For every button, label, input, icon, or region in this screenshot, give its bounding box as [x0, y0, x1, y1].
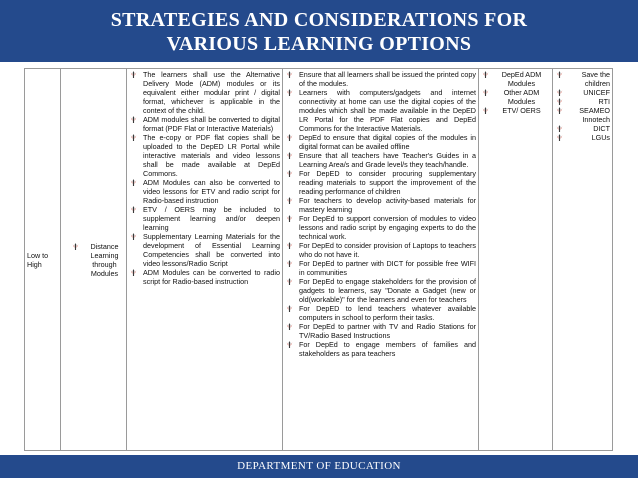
list-item-text: For DepED to lend teachers whatever available computers in school to perform their tasks.: [299, 304, 476, 322]
list-item-text: For teachers to develop activity-based materials for mastery learning: [299, 196, 476, 214]
bullet-arrow-icon: [286, 215, 293, 222]
list-item: [285, 340, 476, 358]
list-item-text: Ensure that all learners shall be issued the printed copy of the modules.: [299, 70, 476, 88]
list-item-text: ADM modules shall be converted to digital format (PDF Flat or Interactive Materials): [143, 115, 280, 133]
list-item-text: ADM Modules can also be converted to video lessons for ETV and radio script for Radio-based instruction: [143, 178, 280, 205]
bullet-arrow-icon: [286, 89, 293, 96]
list-item-text: LGUs: [591, 133, 610, 142]
learning-option-cell: [61, 69, 127, 451]
list-item: [285, 277, 476, 304]
bullet-arrow-icon: [556, 89, 563, 96]
bullet-arrow-icon: [482, 89, 489, 96]
bullet-arrow-icon: [130, 233, 137, 240]
considerations-list: [285, 70, 476, 358]
list-item-text: RTI: [598, 97, 610, 106]
partners-cell: [553, 69, 613, 451]
learning-option-text: Distance Learning through Modules: [90, 241, 119, 278]
bullet-arrow-icon: [286, 278, 293, 285]
list-item-text: For DepED to consider procuring supplementary reading materials to support the improvement of the reading performance of children: [299, 169, 476, 196]
list-item-text: Ensure that all teachers have Teacher's Guides in a Learning Area/s and Grade level/s they teach/handle.: [299, 151, 476, 169]
list-item: [285, 322, 476, 340]
list-item-text: For DepEd to partner with DICT for possible free WIFI in communities: [299, 259, 476, 277]
bullet-arrow-icon: [130, 206, 137, 213]
list-item: [129, 205, 280, 232]
partners-list: [555, 70, 610, 142]
list-item-text: The e-copy or PDF flat copies shall be uploaded to the DepED LR Portal while interactive materials and video lessons shall be made available at DepEd Commons.: [143, 133, 280, 178]
bullet-arrow-icon: [72, 243, 79, 250]
list-item: [285, 169, 476, 196]
footer-text: DEPARTMENT OF EDUCATION: [237, 460, 401, 472]
list-item-text: Save the children: [581, 70, 610, 88]
list-item-text: DepEd to ensure that digital copies of the modules in digital format can be availed offline: [299, 133, 476, 151]
list-item: [555, 88, 610, 97]
list-item-text: For DepEd to engage members of families and stakeholders as para teachers: [299, 340, 476, 358]
list-item: [285, 241, 476, 259]
list-item-text: For DepEd to support conversion of modules to video lessons and radio script by engaging experts to do the technical work.: [299, 214, 476, 241]
list-item: [129, 115, 280, 133]
list-item: [481, 106, 550, 115]
bullet-arrow-icon: [286, 134, 293, 141]
list-item-text: For DepEd to engage stakeholders for the provision of gadgets to learners, say "Donate a Gadget (new or old(workable)" for the learners and even for teachers: [299, 277, 476, 304]
bullet-arrow-icon: [482, 71, 489, 78]
list-item: [285, 304, 476, 322]
list-item: [285, 151, 476, 169]
bullet-arrow-icon: [130, 116, 137, 123]
bullet-arrow-icon: [556, 98, 563, 105]
list-item: [129, 70, 280, 115]
bullet-arrow-icon: [556, 71, 563, 78]
list-item-text: For DepEd to partner with TV and Radio Stations for TV/Radio Based Instructions: [299, 322, 476, 340]
bullet-arrow-icon: [286, 305, 293, 312]
list-item-text: UNICEF: [583, 88, 610, 97]
list-item: [129, 133, 280, 178]
list-item-text: Other ADM Modules: [503, 88, 540, 106]
bullet-arrow-icon: [130, 71, 137, 78]
list-item: [285, 133, 476, 151]
bullet-arrow-icon: [130, 134, 137, 141]
strategies-list: [129, 70, 280, 286]
slide-title: [0, 0, 638, 62]
bullet-arrow-icon: [286, 197, 293, 204]
list-item: [481, 88, 550, 106]
list-item: [285, 70, 476, 88]
list-item-text: ADM Modules can be converted to radio script for Radio-based instruction: [143, 268, 280, 286]
bullet-arrow-icon: [556, 107, 563, 114]
list-item-text: For DepEd to consider provision of Laptops to teachers who do not have it.: [299, 241, 476, 259]
list-item: [481, 70, 550, 88]
bullet-arrow-icon: [130, 269, 137, 276]
list-item: [555, 124, 610, 133]
list-item: [285, 259, 476, 277]
strategies-table: [24, 68, 613, 451]
bullet-arrow-icon: [286, 260, 293, 267]
learning-option-item: [71, 242, 124, 278]
list-item-text: Supplementary Learning Materials for the development of Essential Learning Competencies shall be converted into video lessons/Radio Script: [143, 232, 280, 268]
table-row: [25, 69, 613, 451]
bullet-arrow-icon: [482, 107, 489, 114]
bullet-arrow-icon: [286, 71, 293, 78]
list-item: [285, 88, 476, 133]
list-item-text: The learners shall use the Alternative Delivery Mode (ADM) modules or its equivalent either modular print / digital format, whichever is applicable in the context of the child.: [143, 70, 280, 115]
list-item: [129, 178, 280, 205]
resources-list: [481, 70, 550, 115]
list-item-text: DICT: [593, 124, 610, 133]
list-item: [129, 268, 280, 286]
title-line-1: STRATEGIES AND CONSIDERATIONS FOR: [110, 9, 528, 31]
list-item-text: ETV / OERS may be included to supplement learning and/or deepen learning: [143, 205, 280, 232]
list-item: [285, 214, 476, 241]
bullet-arrow-icon: [286, 341, 293, 348]
bullet-arrow-icon: [286, 242, 293, 249]
list-item: [555, 106, 610, 124]
list-item: [555, 97, 610, 106]
resources-cell: [479, 69, 553, 451]
bullet-arrow-icon: [556, 134, 563, 141]
bullet-arrow-icon: [286, 170, 293, 177]
bullet-arrow-icon: [286, 323, 293, 330]
list-item-text: Learners with computers/gadgets and internet connectivity at home can use the digital copies of the modules which shall be made available in the DepED LR Portal for the PDF Flat copies and DepEd Commons for the Interactive Materials.: [299, 88, 476, 133]
title-line-2: VARIOUS LEARNING OPTIONS: [166, 33, 472, 55]
bullet-arrow-icon: [286, 152, 293, 159]
footer-band: [0, 455, 638, 478]
list-item-text: SEAMEO Innotech: [579, 106, 610, 124]
list-item: [555, 70, 610, 88]
level-cell: Low to High: [25, 69, 61, 451]
list-item: [555, 133, 610, 142]
bullet-arrow-icon: [556, 125, 563, 132]
considerations-cell: [283, 69, 479, 451]
list-item: [285, 196, 476, 214]
strategies-cell: [127, 69, 283, 451]
list-item-text: DepEd ADM Modules: [501, 70, 542, 88]
list-item: [129, 232, 280, 268]
bullet-arrow-icon: [130, 179, 137, 186]
list-item-text: ETV/ OERS: [502, 106, 541, 115]
